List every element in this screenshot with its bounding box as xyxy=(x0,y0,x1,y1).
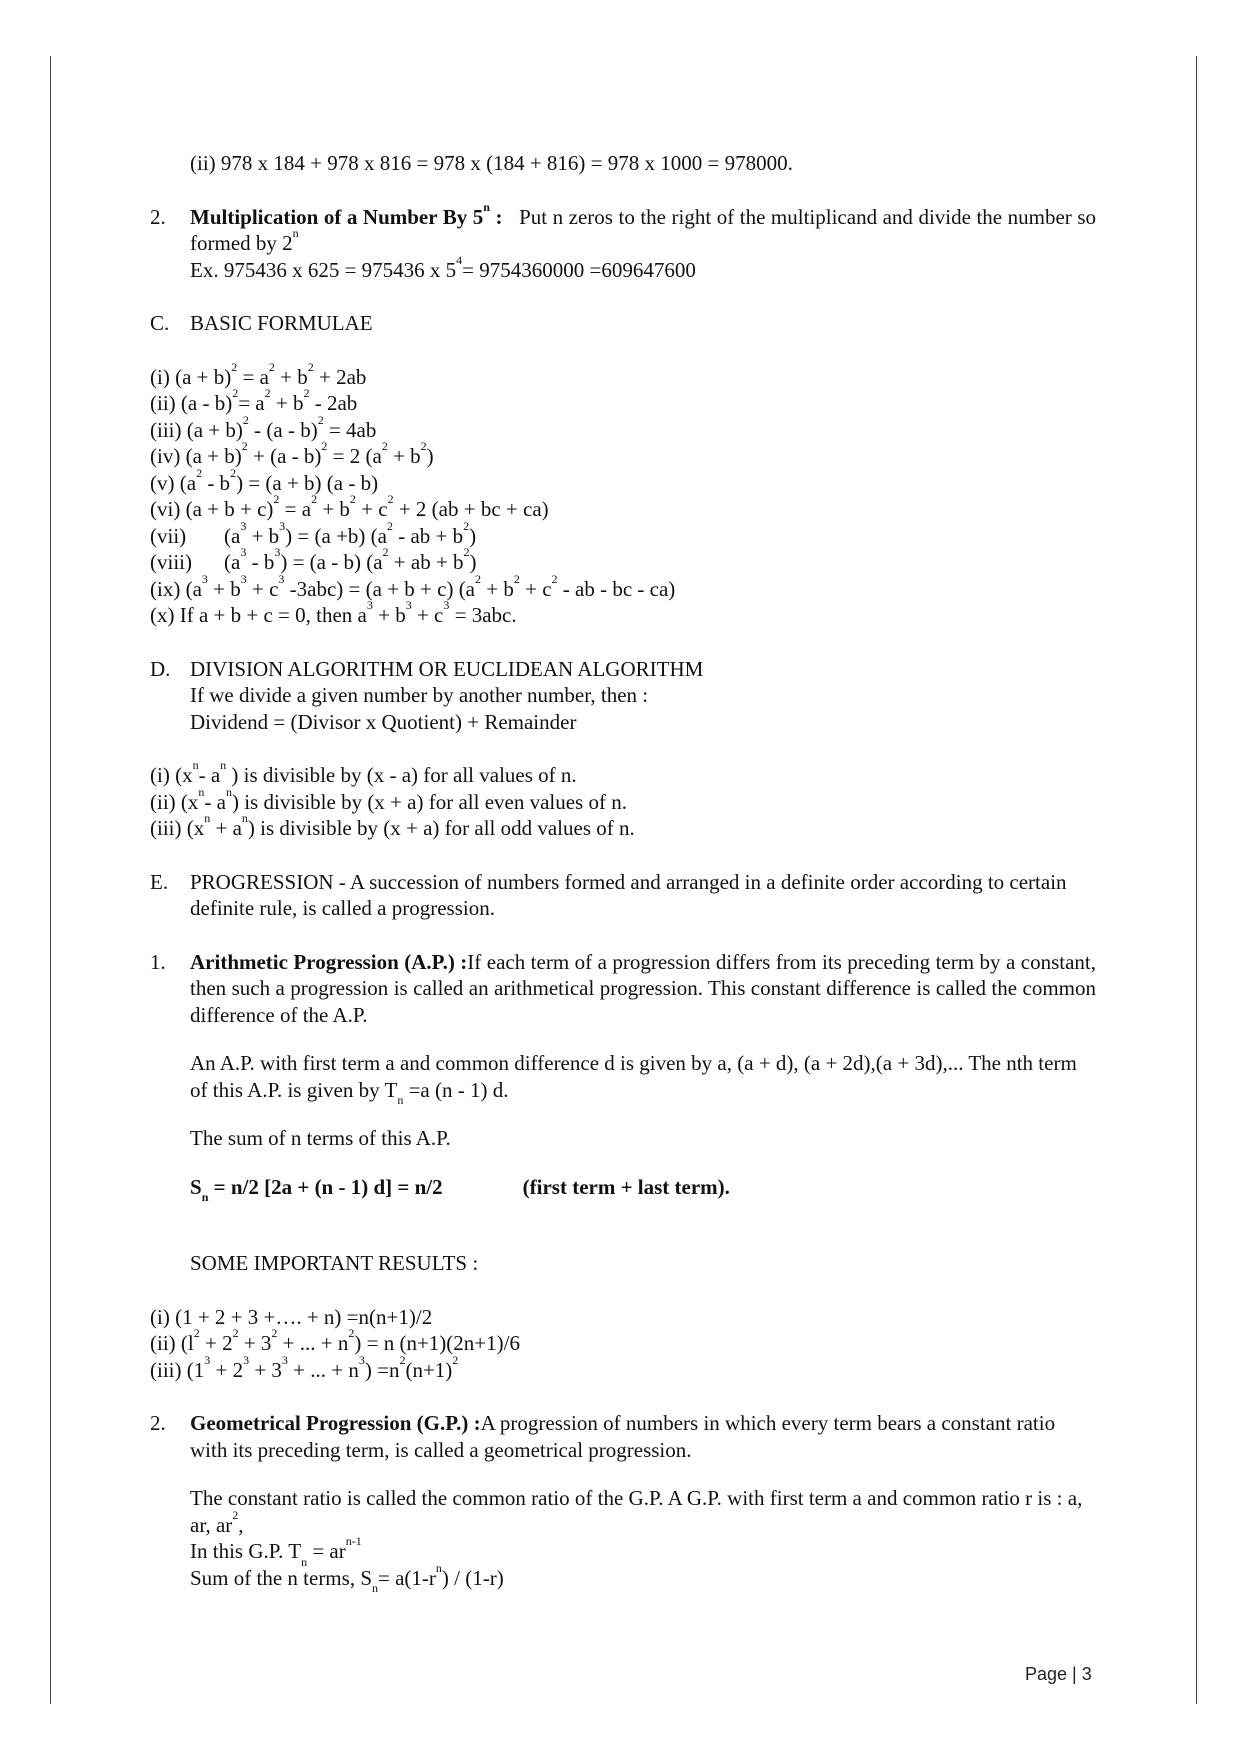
formula-item: (viii) $(a^3 - b^3) = (a - b) (a^2$ + ab + $b^2$) xyxy=(150,545,477,574)
ap-title: Arithmetic Progression (A.P.) : xyxy=(190,949,468,974)
division-line: If we divide a given number by another number, then : xyxy=(190,683,649,707)
formula-item: (i) $(a + b)^2 = a^2 + b^2 + 2ab$ xyxy=(150,359,367,389)
results-list xyxy=(150,1304,1096,1384)
progression-section xyxy=(150,869,1096,922)
gp-ratio: The constant ratio is called the common ratio of the G.P. A G.P. with first term a and common ratio r is : a, ar, $ar^2$, xyxy=(190,1486,1083,1537)
section-title: DIVISION ALGORITHM OR EUCLIDEAN ALGORITHM xyxy=(190,656,704,681)
basic-formulae-heading xyxy=(150,310,1096,337)
divisibility-item: (iii) $(x^n + a^n)$ is divisible by (x + a) for all odd values of n. xyxy=(150,811,635,840)
section-letter: D. xyxy=(150,656,171,681)
multiplication-text: Multiplication of a Number By 5$^n$ : Put n zeros to the right of the multiplicand and divide the number so formed by 2$^n$ xyxy=(190,199,1097,255)
left-margin-rule xyxy=(50,56,51,1704)
results-title: SOME IMPORTANT RESULTS : xyxy=(190,1251,479,1275)
section-title: BASIC FORMULAE xyxy=(190,311,373,335)
formula-list xyxy=(150,359,1096,629)
section-letter: E. xyxy=(150,869,169,894)
ap-terms: An A.P. with first term a and common difference d is given by a, (a + d), (a + 2d),(a + 3d),... The nth term of this A.P. is given by $T_n =a$ (n - 1) d. xyxy=(190,1051,1077,1107)
division-section xyxy=(150,656,1096,736)
progression-text: PROGRESSION - A succession of numbers formed and arranged in a definite order according to certain definite rule, is called a progression. xyxy=(190,869,1067,920)
formula-item: (ii) $(a - b)^2= a^2 + b^2 - 2ab$ xyxy=(150,386,358,415)
section-number: 2. xyxy=(150,1411,166,1435)
result-item: (ii) ($l^2 + 2^2 + 3^2$ + ... + $n^2) = n$ (n+1)(2n+1)/6 xyxy=(150,1326,520,1355)
ap-definition: Arithmetic Progression (A.P.) :If each term of a progression differs from its preceding term by a constant, then such a progression is called an arithmetical progression. This constant difference is called the common difference of the A.P. xyxy=(190,949,1097,1027)
section-title: PROGRESSION xyxy=(190,869,334,894)
ap-sum-formula: $S_n = n/2$ [2a + (n - 1) d] = n/2 (first term + last term). xyxy=(190,1174,730,1204)
example-line xyxy=(150,150,1096,177)
ap-section xyxy=(150,949,1096,1152)
ap-sum-intro: The sum of n terms of this A.P. xyxy=(190,1126,451,1150)
formula-item: (x) If a + b + c = 0, then $a^3 + b^3 + c^3 = 3abc$. xyxy=(150,598,517,627)
important-results-heading xyxy=(150,1250,1096,1277)
multiplication-example: Ex. 975436 x 625 = 975436 x $5^4= 9754360000 =609647600$ xyxy=(190,252,696,282)
right-margin-rule xyxy=(1196,56,1197,1704)
formula-item: (iv) $(a + b)^2 + (a - b)^2 = 2$ $(a^2 + b^2)$ xyxy=(150,439,434,468)
multiplication-title: Multiplication of a Number By 5$^n$ : xyxy=(190,199,503,229)
multiplication-section xyxy=(150,199,1097,284)
section-letter: C. xyxy=(150,311,170,335)
formula-item: (vii) $(a^3 + b^3) = (a +b)$ ($a^2$ - ab + $b^2$) xyxy=(150,518,477,548)
gp-section xyxy=(150,1410,1096,1595)
page-content xyxy=(150,150,1097,1595)
example-text: (ii) 978 x 184 + 978 x 816 = 978 x (184 + 816) = 978 x 1000 = 978000. xyxy=(190,151,793,175)
result-item: (iii) ($1^3 + 2^3 + 3^3$ + ... + $n^3) =n^2(n+1)^2$ xyxy=(150,1352,459,1382)
divisibility-item: (i) ($x^n-$ $a^n$ ) is divisible by (x - a) for all values of n. xyxy=(150,758,577,787)
division-formula: Dividend = (Divisor x Quotient) + Remainder xyxy=(190,709,577,734)
gp-title: Geometrical Progression (G.P.) : xyxy=(190,1411,481,1435)
page-number: Page | 3 xyxy=(1025,1664,1092,1684)
formula-item: (ix) ($a^3 + b^3 + c^3$ -3abc) = (a + b + c) ($a^2 + b^2 + c^2$ - ab - bc - ca) xyxy=(150,571,676,601)
result-item: (i) (1 + 2 + 3 +…. + n) =n(n+1)/2 xyxy=(150,1304,433,1329)
divisibility-list xyxy=(150,758,1096,842)
gp-definition: Geometrical Progression (G.P.) :A progression of numbers in which every term bears a constant ratio with its preceding term, is called a geometrical progression. xyxy=(190,1411,1056,1462)
gp-sum: Sum of the n terms, $S_n= a(1-r^n) / (1-r)$ xyxy=(190,1560,504,1595)
section-number: 1. xyxy=(150,949,166,974)
gp-term: In this G.P. $T_n = ar^{n-1}$ xyxy=(190,1534,362,1569)
formula-item: (v) $(a^2 - b^2) = (a + b)$ (a - b) xyxy=(150,465,379,495)
formula-item: (vi) $(a + b + c)^2 = a^2 + b^2 + c^2 + 2$ (ab + bc + ca) xyxy=(150,492,549,521)
divisibility-item: (ii) ($x^n-$ $a^n$) is divisible by (x + a) for all even values of n. xyxy=(150,784,627,814)
formula-item: (iii) $(a + b)^2 - (a - b)^2 = 4ab$ xyxy=(150,412,377,442)
section-number: 2. xyxy=(150,204,166,229)
